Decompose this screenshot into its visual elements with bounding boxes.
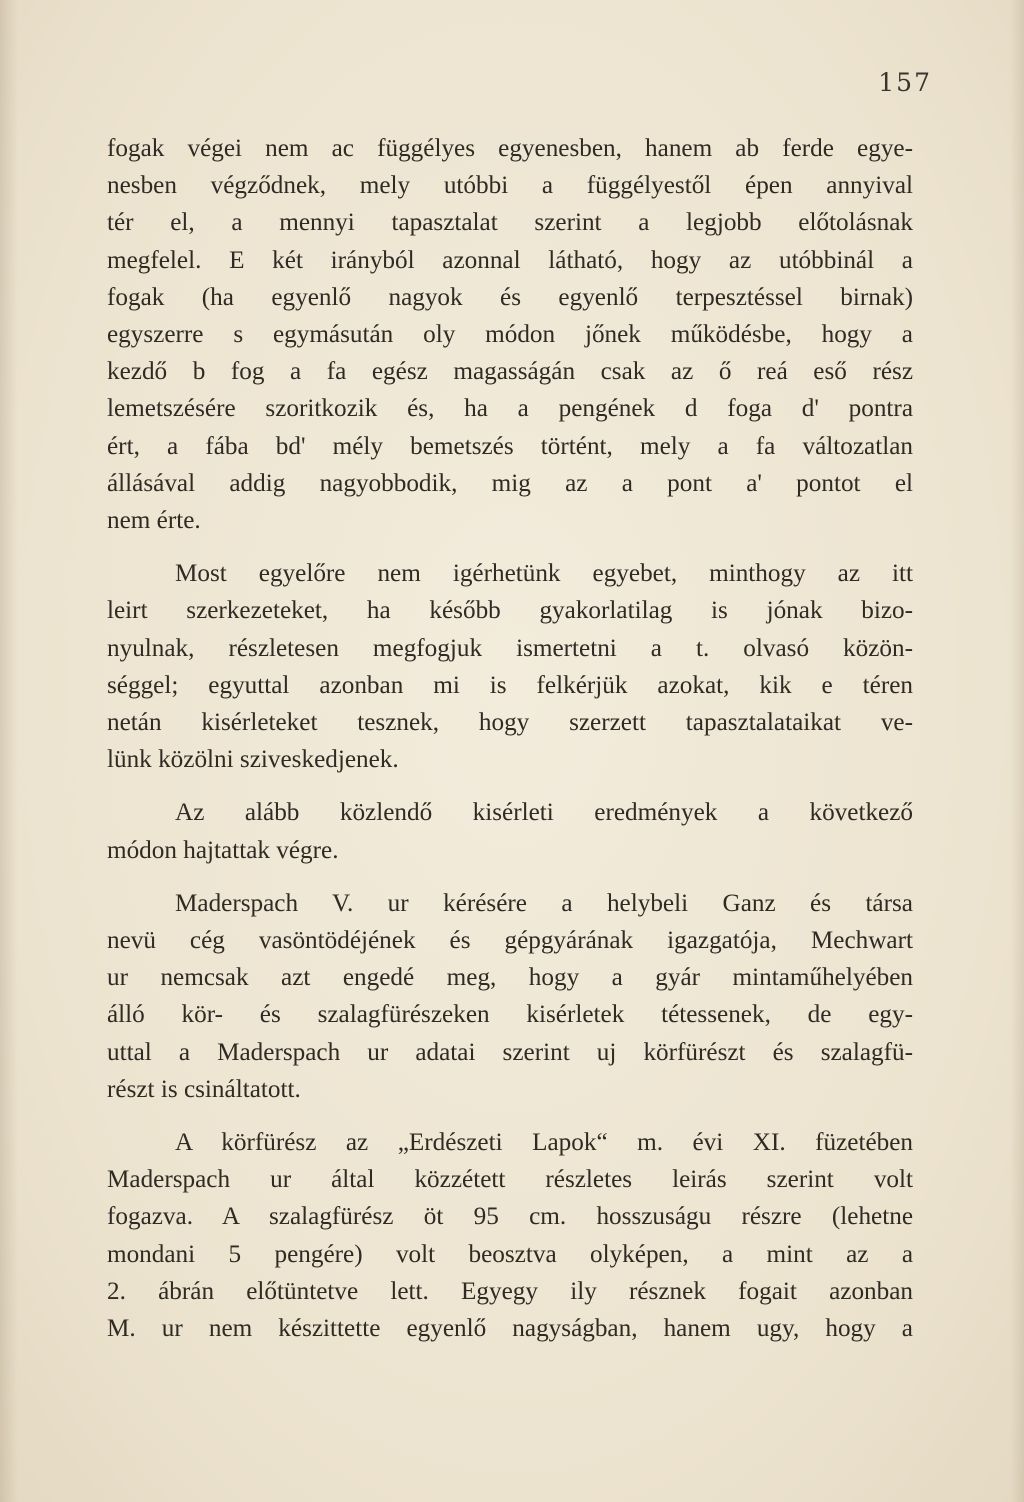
text-line: Most egyelőre nem igérhetünk egyebet, minthogy az itt bbox=[175, 560, 913, 588]
text-line: nevü cég vasöntödéjének és gépgyárának igazgatója, Mechwart bbox=[107, 927, 913, 955]
text-line: mondani 5 pengére) volt beosztva olyképen, a mint az a bbox=[107, 1240, 913, 1268]
text-line: nyulnak, részletesen megfogjuk ismertetni a t. olvasó közön- bbox=[107, 634, 913, 662]
text-line: ur nemcsak azt engedé meg, hogy a gyár mintaműhelyében bbox=[107, 964, 913, 992]
text-line: kezdő b fog a fa egész magasságán csak az ő reá eső rész bbox=[107, 358, 913, 386]
text-line: módon hajtattak végre. bbox=[107, 836, 339, 864]
text-line: fogak (ha egyenlő nagyok és egyenlő terpesztéssel birnak) bbox=[107, 283, 913, 311]
text-line: Az alább közlendő kisérleti eredmények a következő bbox=[175, 799, 913, 827]
text-line: egyszerre s egymásután oly módon jőnek működésbe, hogy a bbox=[107, 321, 913, 349]
page-right-edge bbox=[1010, 0, 1024, 1502]
text-line: megfelel. E két irányból azonnal látható, hogy az utóbbinál a bbox=[107, 246, 913, 274]
text-line: netán kisérleteket tesznek, hogy szerzett tapasztalataikat ve- bbox=[107, 709, 913, 737]
text-line: álló kör- és szalagfürészeken kisérletek tétessenek, de egy- bbox=[107, 1001, 913, 1029]
text-line: uttal a Maderspach ur adatai szerint uj körfürészt és szalagfü- bbox=[107, 1038, 913, 1066]
paragraph-4 bbox=[107, 885, 913, 1108]
text-line: fogak végei nem ac függélyes egyenesben, hanem ab ferde egye- bbox=[107, 135, 913, 162]
paragraph-2 bbox=[107, 555, 913, 778]
text-line: M. ur nem készittette egyenlő nagyságban, hanem ugy, hogy a bbox=[107, 1315, 913, 1343]
paragraph-5 bbox=[107, 1124, 913, 1347]
text-line: nesben végződnek, mely utóbbi a függélyestől épen annyival bbox=[107, 172, 913, 200]
text-line: A körfürész az „Erdészeti Lapok“ m. évi XI. füzetében bbox=[175, 1129, 913, 1157]
text-line: tér el, a mennyi tapasztalat szerint a legjobb előtolásnak bbox=[107, 209, 913, 237]
text-line: séggel; egyuttal azonban mi is felkérjük azokat, kik e téren bbox=[107, 671, 913, 699]
page-left-edge bbox=[0, 0, 18, 1502]
paragraph-1 bbox=[107, 130, 913, 539]
text-line: Maderspach ur által közzétett részletes leirás szerint volt bbox=[107, 1166, 913, 1194]
text-line: fogazva. A szalagfürész öt 95 cm. hosszuságu részre (lehetne bbox=[107, 1203, 913, 1231]
body-text bbox=[107, 130, 913, 1363]
text-line: 2. ábrán előtüntetve lett. Egyegy ily résznek fogait azonban bbox=[107, 1277, 913, 1305]
text-line: állásával addig nagyobbodik, mig az a pont a' pontot el bbox=[107, 469, 913, 497]
text-line: ért, a fába bd' mély bemetszés történt, mely a fa változatlan bbox=[107, 432, 913, 460]
text-line: részt is csináltatott. bbox=[107, 1075, 301, 1103]
paragraph-3 bbox=[107, 794, 913, 868]
text-line: leirt szerkezeteket, ha később gyakorlatilag is jónak bizo- bbox=[107, 597, 913, 625]
text-line: Maderspach V. ur kérésére a helybeli Ganz és társa bbox=[175, 889, 913, 917]
text-line: lemetszésére szoritkozik és, ha a pengének d foga d' pontra bbox=[107, 395, 913, 423]
text-line: lünk közölni sziveskedjenek. bbox=[107, 746, 399, 774]
page-number: 157 bbox=[878, 68, 932, 97]
text-line: nem érte. bbox=[107, 507, 201, 535]
